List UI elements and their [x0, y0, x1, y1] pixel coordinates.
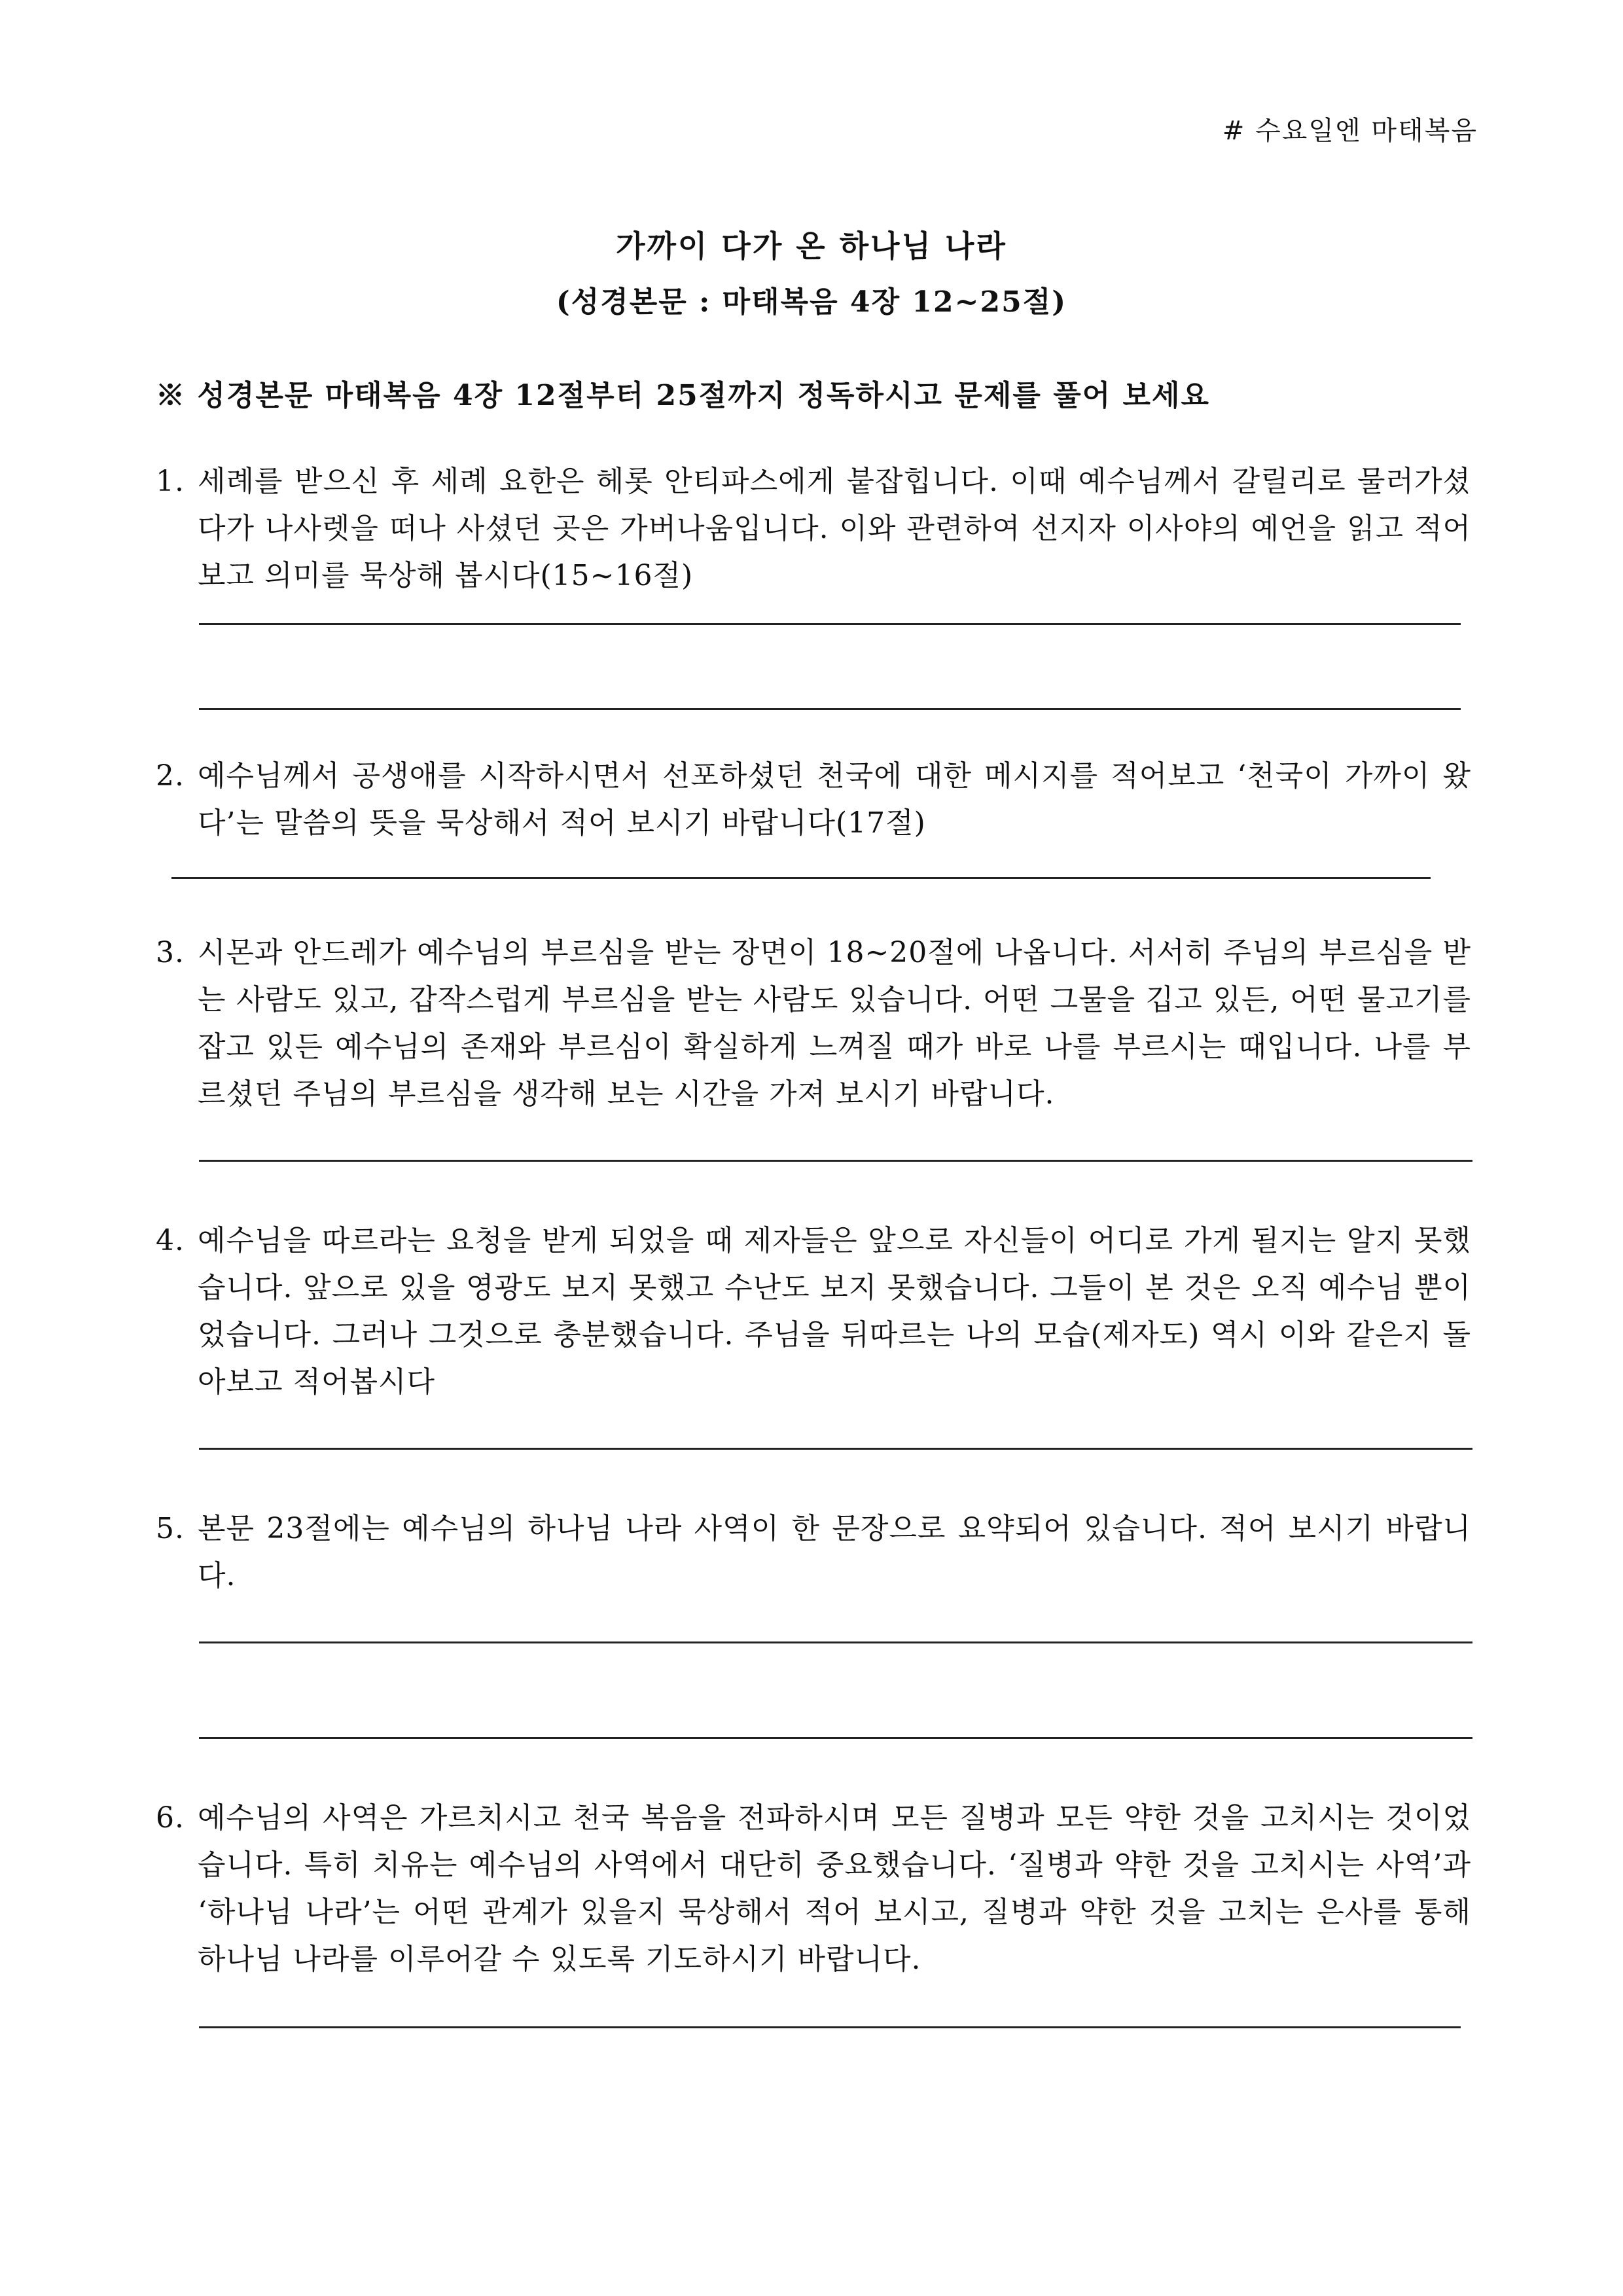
- question-number: 6.: [156, 1801, 185, 1835]
- question-text: 본문 23절에는 예수님의 하나님 나라 사역이 한 문장으로 요약되어 있습니다. 적어 보시기 바랍니다.: [198, 1512, 1471, 1592]
- question-5: [156, 1505, 1471, 1600]
- question-text: 시몬과 안드레가 예수님의 부르심을 받는 장면이 18~20절에 나옵니다. 서서히 주님의 부르심을 받는 사람도 있고, 갑작스럽게 부르심을 받는 사람도 있습니다. 어떤 그물을 깁고 있든, 어떤 물고기를 잡고 있든 예수님의 존재와 부르심이 확실하게 느껴질 때가 바로 나를 부르시는 때입니다. 나를 부르셨던 주님의 부르심을 생각해 보는 시간을 가져 보시기 바랍니다.: [198, 936, 1471, 1111]
- answer-line[interactable]: [199, 708, 1461, 710]
- scripture-reference: (성경본문 : 마태복음 4장 12~25절): [556, 285, 1067, 319]
- answer-line[interactable]: [199, 1641, 1472, 1643]
- question-6: [156, 1795, 1471, 1983]
- answer-line[interactable]: [199, 1160, 1472, 1162]
- question-4: [156, 1217, 1471, 1406]
- series-tag: # 수요일엔 마태복음: [1222, 116, 1478, 146]
- question-text: 예수님을 따르라는 요청을 받게 되었을 때 제자들은 앞으로 자신들이 어디로 가게 될지는 알지 못했습니다. 앞으로 있을 영광도 보지 못했고 수난도 보지 못했습니다. 그들이 본 것은 오직 예수님 뿐이었습니다. 그러나 그것으로 충분했습니다. 주님을 뒤따르는 나의 모습(제자도) 역시 이와 같은지 돌아보고 적어봅시다: [198, 1224, 1471, 1399]
- question-number: 5.: [156, 1512, 185, 1545]
- question-number: 4.: [156, 1224, 185, 1257]
- answer-line[interactable]: [199, 623, 1461, 625]
- question-2: [156, 753, 1471, 847]
- question-number: 1.: [156, 465, 185, 498]
- answer-line[interactable]: [199, 2026, 1461, 2028]
- question-text: 예수님의 사역은 가르치시고 천국 복음을 전파하시며 모든 질병과 모든 약한 것을 고치시는 것이었습니다. 특히 치유는 예수님의 사역에서 대단히 중요했습니다. ‘질병과 약한 것을 고치시는 사역’과 ‘하나님 나라’는 어떤 관계가 있을지 묵상해서 적어 보시고, 질병과 약한 것을 고치는 은사를 통해 하나님 나라를 이루어갈 수 있도록 기도하시기 바랍니다.: [198, 1801, 1471, 1976]
- question-number: 2.: [156, 759, 185, 793]
- instruction-text: ※ 성경본문 마태복음 4장 12절부터 25절까지 정독하시고 문제를 풀어 보세요: [156, 379, 1211, 412]
- answer-line[interactable]: [199, 1448, 1472, 1450]
- question-3: [156, 929, 1471, 1118]
- question-text: 세례를 받으신 후 세례 요한은 헤롯 안티파스에게 붙잡힙니다. 이때 예수님께서 갈릴리로 물러가셨다가 나사렛을 떠나 사셨던 곳은 가버나움입니다. 이와 관련하여 선지자 이사야의 예언을 읽고 적어보고 의미를 묵상해 봅시다(15~16절): [198, 465, 1471, 592]
- question-number: 3.: [156, 936, 185, 969]
- page-title: 가까이 다가 온 하나님 나라: [616, 228, 1007, 264]
- question-1: [156, 458, 1471, 600]
- question-text: 예수님께서 공생애를 시작하시면서 선포하셨던 천국에 대한 메시지를 적어보고 ‘천국이 가까이 왔다’는 말씀의 뜻을 묵상해서 적어 보시기 바랍니다(17절): [198, 759, 1471, 840]
- answer-line[interactable]: [171, 877, 1431, 879]
- answer-line[interactable]: [199, 1737, 1472, 1739]
